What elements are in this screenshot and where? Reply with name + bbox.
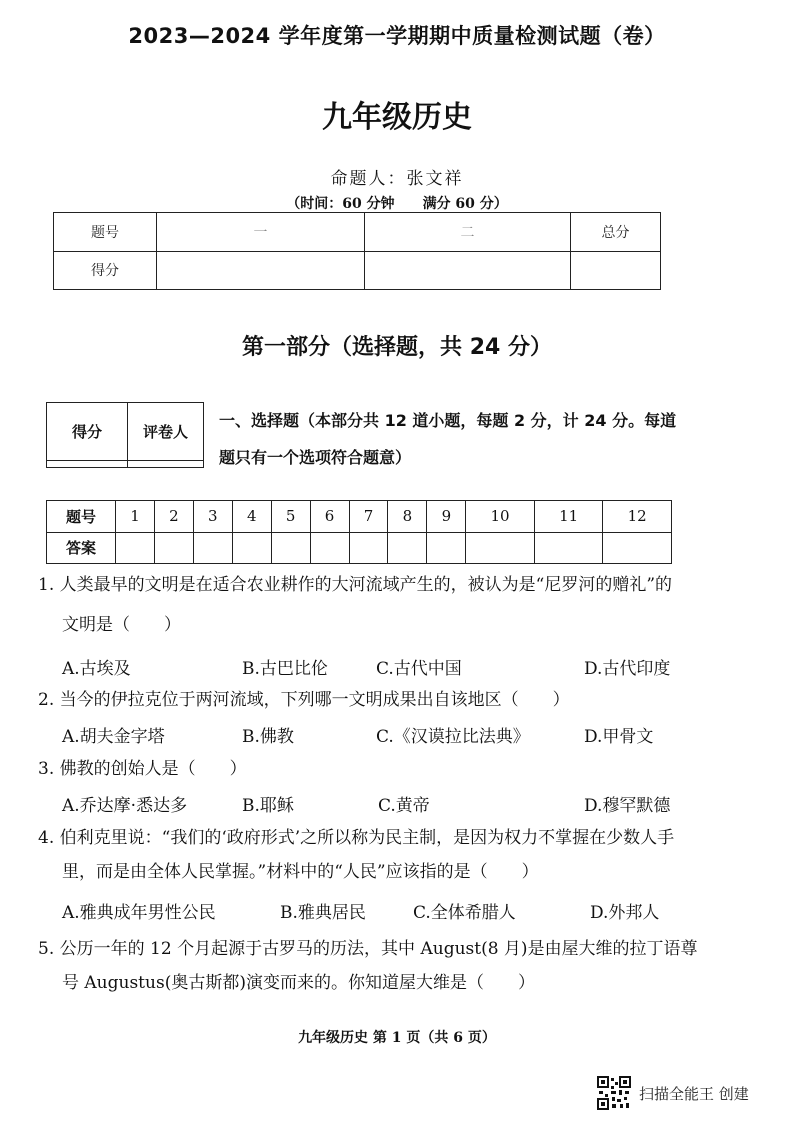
- question-2-option-b[interactable]: B.佛教: [242, 727, 294, 747]
- question-2-option-c[interactable]: C.《汉谟拉比法典》: [376, 727, 530, 747]
- answer-cell[interactable]: [232, 532, 271, 564]
- answer-number: 7: [349, 501, 388, 533]
- scanner-watermark: [597, 1076, 749, 1110]
- answer-number: 8: [388, 501, 427, 533]
- question-2-option-d[interactable]: D.甲骨文: [584, 727, 654, 747]
- answer-cell[interactable]: [388, 532, 427, 564]
- exam-title: 2023—2024 学年度第一学期期中质量检测试题（卷）: [128, 24, 666, 48]
- score-table-header-total: 总分: [571, 213, 661, 252]
- answer-cell[interactable]: [534, 532, 603, 564]
- answer-cell[interactable]: [193, 532, 232, 564]
- answer-number: 2: [154, 501, 193, 533]
- answer-cell[interactable]: [116, 532, 155, 564]
- grader-table: [46, 402, 204, 468]
- question-3-option-d[interactable]: D.穆罕默德: [584, 796, 671, 816]
- answer-number: 6: [310, 501, 349, 533]
- question-1-option-a[interactable]: A.古埃及: [62, 659, 131, 679]
- question-1-text: 1. 人类最早的文明是在适合农业耕作的大河流域产生的，被认为是“尼罗河的赠礼”的: [38, 575, 673, 595]
- answer-table-answer-label: 答案: [47, 532, 116, 564]
- question-2-text: 2. 当今的伊拉克位于两河流域，下列哪一文明成果出自该地区（ ）: [38, 690, 570, 710]
- author-line: 命题人：张文祥: [330, 169, 464, 189]
- section1-line1: 一、选择题（本部分共 12 道小题，每题 2 分，计 24 分。每道: [219, 411, 677, 430]
- subject-title: 九年级历史: [322, 100, 472, 135]
- question-1-option-b[interactable]: B.古巴比伦: [242, 659, 328, 679]
- part1-title: 第一部分（选择题，共 24 分）: [242, 335, 552, 360]
- score-cell-part1[interactable]: [157, 251, 365, 290]
- answer-number: 12: [603, 501, 672, 533]
- question-3-option-c[interactable]: C.黄帝: [378, 796, 430, 816]
- qr-code-icon: [597, 1076, 631, 1110]
- score-cell-part2[interactable]: [365, 251, 571, 290]
- answer-number: 3: [193, 501, 232, 533]
- grader-score-label: 得分: [47, 403, 128, 461]
- question-4-option-c[interactable]: C.全体希腊人: [413, 903, 516, 923]
- score-table-header-part1: 一: [157, 213, 365, 252]
- answer-cell[interactable]: [271, 532, 310, 564]
- answer-number: 10: [466, 501, 535, 533]
- answer-number: 9: [427, 501, 466, 533]
- question-3-text: 3. 佛教的创始人是（ ）: [38, 759, 247, 779]
- answer-cell[interactable]: [154, 532, 193, 564]
- grader-name-cell[interactable]: [128, 460, 204, 467]
- question-1-option-c[interactable]: C.古代中国: [376, 659, 462, 679]
- answer-table-number-label: 题号: [47, 501, 116, 533]
- question-2-option-a[interactable]: A.胡夫金字塔: [62, 727, 165, 747]
- answer-number: 4: [232, 501, 271, 533]
- answer-cell[interactable]: [310, 532, 349, 564]
- question-4-text: 4. 伯利克里说：“我们的‘政府形式’之所以称为民主制，是因为权力不掌握在少数人手: [38, 828, 675, 848]
- answer-table: [46, 500, 672, 564]
- question-5-text-cont: 号 Augustus(奥古斯都)演变而来的。你知道屋大维是（ ）: [62, 973, 535, 993]
- grader-name-label: 评卷人: [128, 403, 204, 461]
- score-cell-total[interactable]: [571, 251, 661, 290]
- time-info: [0, 193, 794, 213]
- question-1-option-d[interactable]: D.古代印度: [584, 659, 671, 679]
- question-3-option-a[interactable]: A.乔达摩·悉达多: [62, 796, 188, 816]
- question-1-text-cont: 文明是（ ）: [62, 615, 181, 635]
- question-3-option-b[interactable]: B.耶稣: [242, 796, 294, 816]
- question-4-option-a[interactable]: A.雅典成年男性公民: [62, 903, 216, 923]
- score-table-score-label: 得分: [54, 251, 157, 290]
- score-table-header-number: 题号: [54, 213, 157, 252]
- section1-instructions: [219, 402, 699, 476]
- page-footer: 九年级历史 第 1 页（共 6 页）: [298, 1030, 496, 1046]
- answer-cell[interactable]: [427, 532, 466, 564]
- section1-line2: 题只有一个选项符合题意）: [219, 448, 412, 467]
- watermark-text: 扫描全能王 创建: [639, 1084, 749, 1103]
- answer-number: 1: [116, 501, 155, 533]
- answer-cell[interactable]: [603, 532, 672, 564]
- answer-cell[interactable]: [466, 532, 535, 564]
- time-limit: （时间：60 分钟: [286, 196, 395, 212]
- question-4-option-b[interactable]: B.雅典居民: [280, 903, 366, 923]
- question-5-text: 5. 公历一年的 12 个月起源于古罗马的历法，其中 August(8 月)是由屋大维的拉丁语尊: [38, 939, 698, 959]
- answer-cell[interactable]: [349, 532, 388, 564]
- score-table-header-part2: 二: [365, 213, 571, 252]
- grader-score-cell[interactable]: [47, 460, 128, 467]
- score-table: [53, 212, 661, 290]
- question-4-option-d[interactable]: D.外邦人: [590, 903, 660, 923]
- answer-number: 5: [271, 501, 310, 533]
- answer-number: 11: [534, 501, 603, 533]
- full-score: 满分 60 分）: [422, 196, 508, 212]
- question-4-text-cont: 里，而是由全体人民掌握。”材料中的“人民”应该指的是（ ）: [62, 862, 539, 882]
